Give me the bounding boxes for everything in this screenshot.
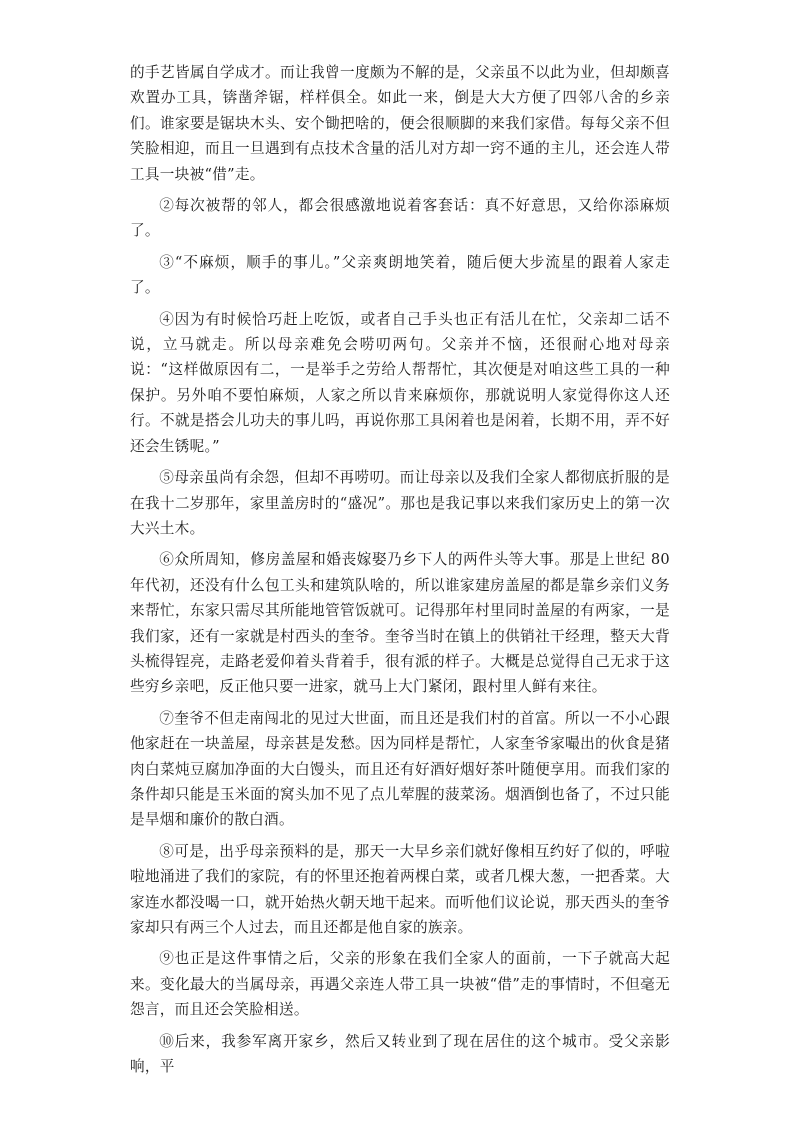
paragraph-5: ⑤母亲虽尚有余怨，但却不再唠叨。而让母亲以及我们全家人都彻底折服的是在我十二岁那年，家里盖房时的“盛况”。那也是我记事以来我们家历史上的第一次大兴土木。 [130,469,670,537]
paragraph-4: ④因为有时候恰巧赶上吃饭，或者自己手头也正有活儿在忙，父亲却二话不说，立马就走。所以母亲难免会唠叨两句。父亲并不恼，还很耐心地对母亲说：“这样做原因有二，一是举手之劳给人帮帮忙，其次便是对咱这些工具的一种保护。另外咱不要怕麻烦，人家之所以肯来麻烦你，那就说明人家觉得你这人还行。不就是搭会儿功夫的事儿吗，再说你那工具闲着也是闲着，长期不用，弄不好还会生锈呢。” [130,310,670,455]
paragraph-10: ⑩后来，我参军离开家乡，然后又转业到了现在居住的这个城市。受父亲影响，平 [130,1032,670,1076]
paragraph-9: ⑨也正是这件事情之后，父亲的形象在我们全家人的面前，一下子就高大起来。变化最大的当属母亲，再遇父亲连人带工具一块被“借”走的事情时，不但毫无怨言，而且还会笑脸相送。 [130,950,670,1019]
paragraph-7: ⑦奎爷不但走南闯北的见过大世面，而且还是我们村的首富。所以一不小心跟他家赶在一块盖屋，母亲甚是发愁。因为同样是帮忙，人家奎爷家嘬出的伙食是猪肉白菜炖豆腐加净面的大白馒头，而且还有好酒好烟好茶叶随便享用。而我们家的条件却只能是玉米面的窝头加不见了点儿荤腥的菠菜汤。烟酒倒也备了，不过只能是旱烟和廉价的散白酒。 [130,709,670,829]
document-page [130,60,670,1085]
paragraph-8: ⑧可是，出乎母亲预料的是，那天一大早乡亲们就好像相互约好了似的，呼啦啦地涌进了我们的家院，有的怀里还抱着两棵白菜，或者几棵大葱，一把香菜。大家连水都没喝一口，就开始热火朝天地干起来。而听他们议论说，那天西头的奎爷家却只有两三个人过去，而且还都是他自家的族亲。 [130,842,670,936]
paragraph-1-continued: 的手艺皆属自学成才。而让我曾一度颇为不解的是，父亲虽不以此为业，但却颇喜欢置办工具，锛凿斧锯，样样俱全。如此一来，倒是大大方便了四邻八舍的乡亲们。谁家要是锯块木头、安个锄把啥的，便会很顺脚的来我们家借。每每父亲不但笑脸相迎，而且一旦遇到有点技术含量的活儿对方却一窍不通的主儿，还会连人带工具一块被“借”走。 [130,64,670,183]
paragraph-3: ③“不麻烦，顺手的事儿。”父亲爽朗地笑着，随后便大步流星的跟着人家走了。 [130,253,670,297]
paragraph-6: ⑥众所周知，修房盖屋和婚丧嫁娶乃乡下人的两件头等大事。那是上世纪 80 年代初，还没有什么包工头和建筑队啥的，所以谁家建房盖屋的都是靠乡亲们义务来帮忙，东家只需尽其所能地管管饭就可。记得那年村里同时盖屋的有两家，一是我们家，还有一家就是村西头的奎爷。奎爷当时在镇上的供销社干经理，整天大背头梳得锃亮，走路老爱仰着头背着手，很有派的样子。大概是总觉得自己无求于这些穷乡亲吧，反正他只要一进家，就马上大门紧闭，跟村里人鲜有来往。 [130,551,670,696]
paragraph-2: ②每次被帮的邻人，都会很感激地说着客套话：真不好意思，又给你添麻烦了。 [130,197,670,240]
